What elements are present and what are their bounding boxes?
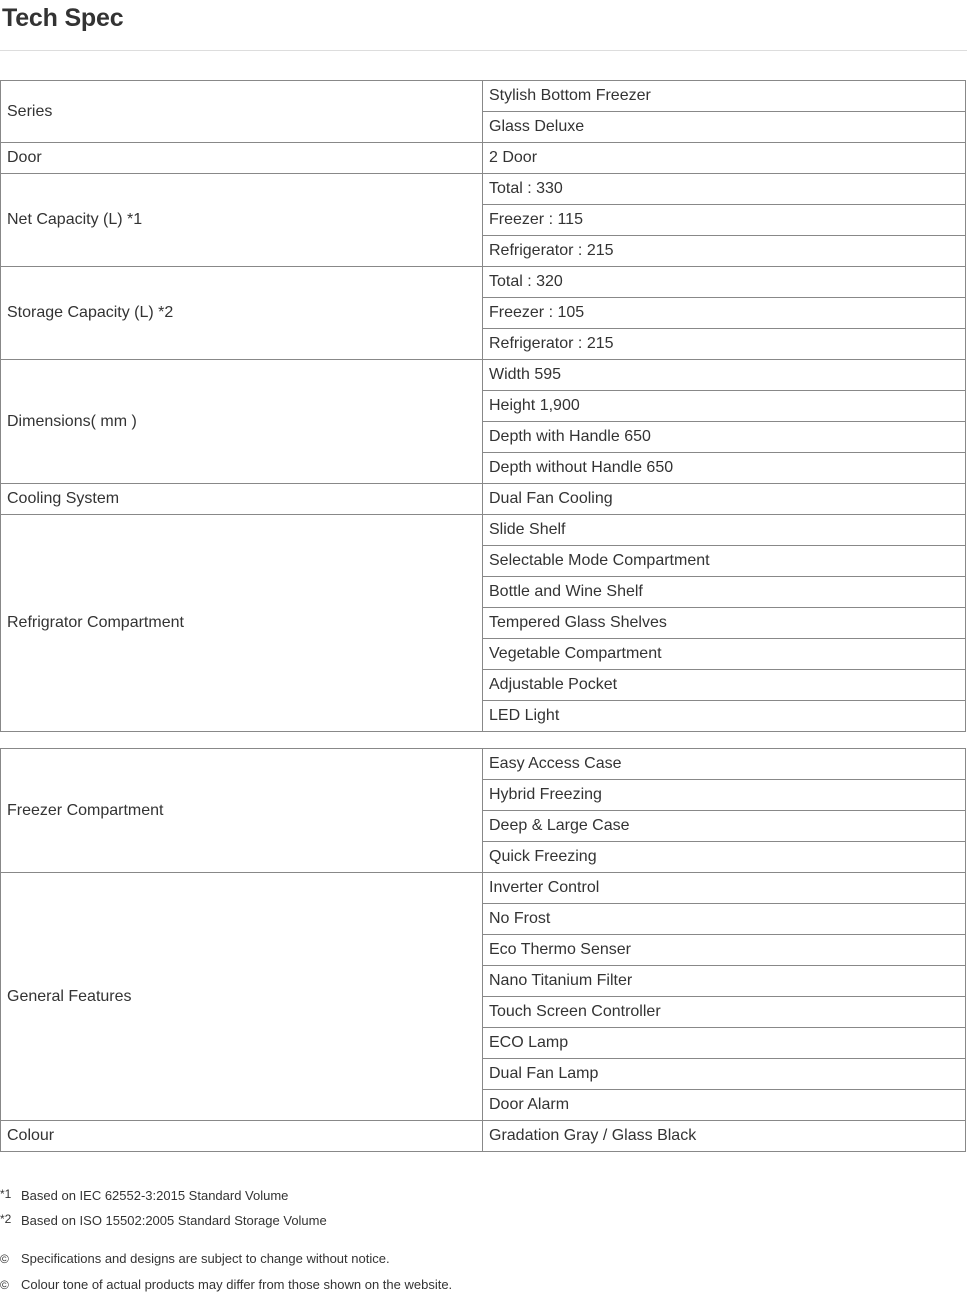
spec-value: Vegetable Compartment (483, 639, 966, 670)
spec-value: No Frost (483, 904, 966, 935)
copyright-icon: © (0, 1278, 9, 1292)
spec-table (0, 80, 966, 732)
table-row (1, 174, 966, 205)
spec-value: Bottle and Wine Shelf (483, 577, 966, 608)
table-row (1, 143, 966, 174)
notice-2 (0, 1277, 452, 1293)
spec-value: Depth with Handle 650 (483, 422, 966, 453)
footnote-1 (0, 1186, 288, 1204)
footnote-text: Based on ISO 15502:2005 Standard Storage Volume (21, 1213, 327, 1228)
table-row (1, 484, 966, 515)
spec-value: Hybrid Freezing (483, 780, 966, 811)
notice-text: Colour tone of actual products may differ from those shown on the website. (21, 1277, 453, 1292)
notice-text: Specifications and designs are subject to change without notice. (21, 1251, 390, 1266)
spec-value: Freezer : 115 (483, 205, 966, 236)
spec-value: Dual Fan Cooling (483, 484, 966, 515)
spec-label: Colour (1, 1121, 483, 1152)
spec-table-continued (0, 748, 966, 1152)
table-row (1, 515, 966, 546)
spec-label: Refrigrator Compartment (1, 515, 483, 732)
spec-label: Series (1, 81, 483, 143)
spec-value: Door Alarm (483, 1090, 966, 1121)
spec-value: Nano Titanium Filter (483, 966, 966, 997)
spec-label: Door (1, 143, 483, 174)
spec-label: Cooling System (1, 484, 483, 515)
copyright-icon: © (0, 1252, 9, 1266)
spec-value: Total : 320 (483, 267, 966, 298)
spec-value: Height 1,900 (483, 391, 966, 422)
table-row (1, 1121, 966, 1152)
spec-label: Freezer Compartment (1, 749, 483, 873)
spec-label: Net Capacity (L) *1 (1, 174, 483, 267)
spec-value: Adjustable Pocket (483, 670, 966, 701)
spec-value: Total : 330 (483, 174, 966, 205)
spec-value: Easy Access Case (483, 749, 966, 780)
spec-value: Gradation Gray / Glass Black (483, 1121, 966, 1152)
table-row (1, 360, 966, 391)
spec-value: Glass Deluxe (483, 112, 966, 143)
spec-value: Touch Screen Controller (483, 997, 966, 1028)
spec-value: Dual Fan Lamp (483, 1059, 966, 1090)
spec-value: 2 Door (483, 143, 966, 174)
page-title: Tech Spec (2, 4, 124, 32)
footnote-mark: *1 (0, 1187, 12, 1201)
spec-value: ECO Lamp (483, 1028, 966, 1059)
spec-value: Inverter Control (483, 873, 966, 904)
spec-value: Deep & Large Case (483, 811, 966, 842)
notice-1 (0, 1251, 390, 1267)
footnote-2 (0, 1211, 327, 1229)
spec-value: Freezer : 105 (483, 298, 966, 329)
spec-value: Stylish Bottom Freezer (483, 81, 966, 112)
spec-value: Width 595 (483, 360, 966, 391)
spec-label: Dimensions( mm ) (1, 360, 483, 484)
footnote-text: Based on IEC 62552-3:2015 Standard Volume (21, 1188, 289, 1203)
footnote-mark: *2 (0, 1212, 12, 1226)
spec-value: Tempered Glass Shelves (483, 608, 966, 639)
spec-value: Slide Shelf (483, 515, 966, 546)
spec-label: General Features (1, 873, 483, 1121)
spec-value: Selectable Mode Compartment (483, 546, 966, 577)
spec-value: Refrigerator : 215 (483, 329, 966, 360)
table-row (1, 749, 966, 780)
title-divider (0, 50, 967, 51)
spec-value: Eco Thermo Senser (483, 935, 966, 966)
spec-value: Quick Freezing (483, 842, 966, 873)
table-row (1, 267, 966, 298)
spec-value: Depth without Handle 650 (483, 453, 966, 484)
table-row (1, 81, 966, 112)
spec-label: Storage Capacity (L) *2 (1, 267, 483, 360)
table-row (1, 873, 966, 904)
spec-value: Refrigerator : 215 (483, 236, 966, 267)
spec-value: LED Light (483, 701, 966, 732)
